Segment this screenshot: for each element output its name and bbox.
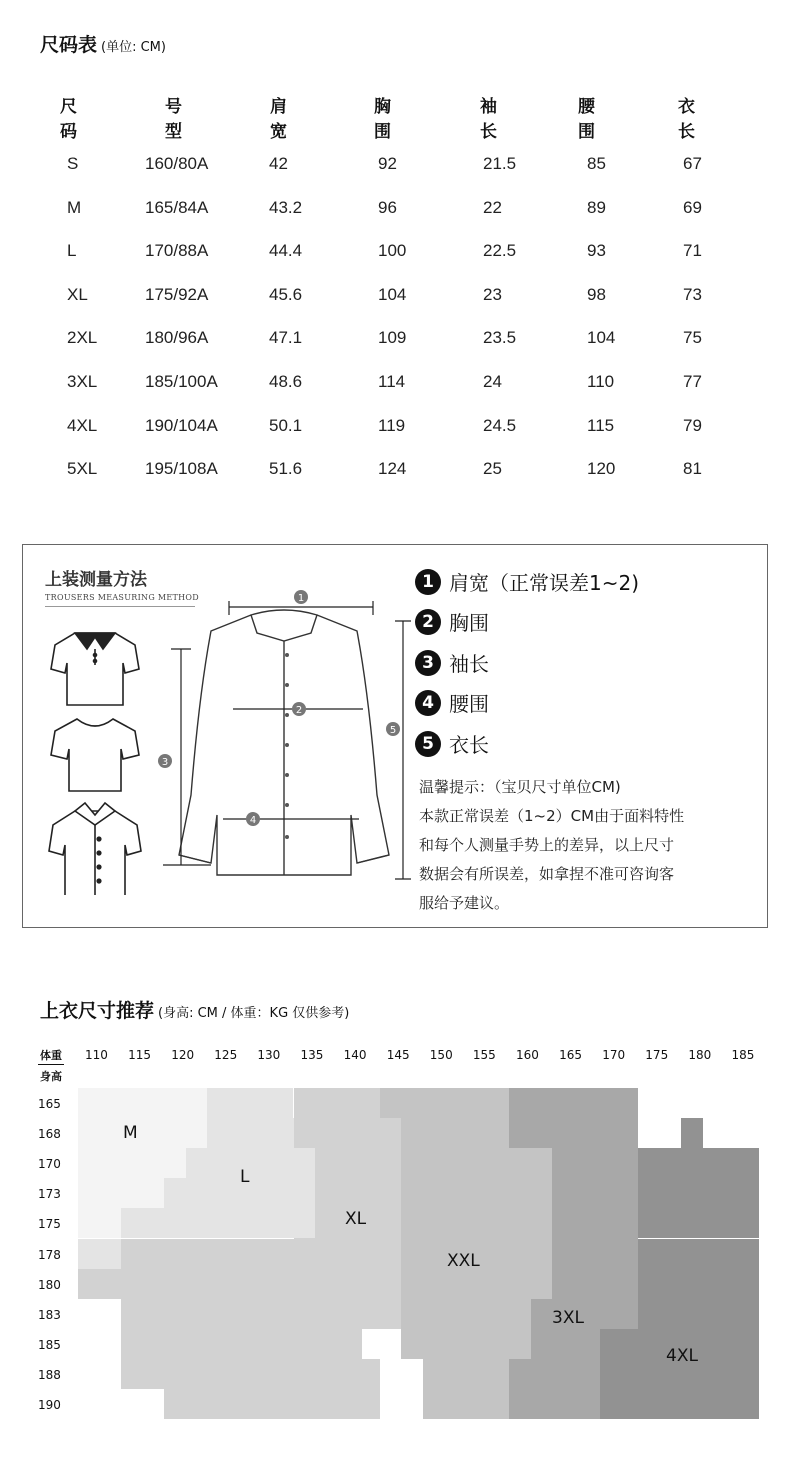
size-table-cell: 160/80A [145, 154, 209, 173]
size-region-4xl [681, 1118, 703, 1148]
size-table-header: 腰围 [578, 97, 595, 142]
weight-axis-label: 135 [300, 1048, 324, 1062]
size-table-cell: 85 [587, 154, 606, 173]
size-table-cell: 93 [587, 241, 606, 261]
height-axis-label: 170 [38, 1157, 61, 1172]
size-region-m [78, 1178, 164, 1208]
size-region-xl [207, 1239, 401, 1269]
size-table-cell: 79 [683, 415, 702, 435]
size-table-cell: 42 [269, 154, 288, 173]
size-table-cell: 89 [587, 197, 606, 217]
size-table-cell: 81 [683, 459, 702, 479]
weight-axis-label: 165 [559, 1048, 582, 1062]
corner-divider [38, 1064, 64, 1065]
size-table-cell: 73 [683, 284, 702, 304]
weight-axis-label: 160 [516, 1048, 539, 1062]
size-region-label: XXL [447, 1251, 480, 1271]
number-4-icon: 4 [415, 690, 441, 716]
size-table-header: 号型 [165, 97, 182, 142]
measuring-subtitle: TROUSERS MEASURING METHOD [45, 593, 199, 602]
size-region-xxl [423, 1359, 509, 1419]
size-region-xxl [380, 1088, 509, 1118]
corner-weight-label: 体重 [40, 1049, 62, 1062]
shirt-measuring-diagram [151, 575, 411, 915]
size-table-cell: 190/104A [145, 415, 218, 435]
weight-axis-label: 180 [688, 1048, 712, 1062]
weight-axis-label: 130 [257, 1048, 281, 1062]
measuring-title: 上装测量方法 [45, 570, 147, 590]
size-table-cell: 21.5 [483, 154, 517, 173]
size-table-cell: 48.6 [269, 372, 303, 391]
size-table-cell: 104 [587, 328, 616, 348]
recommend-title: 上衣尺寸推荐 (身高: CM / 体重：KG 仅供参考) [40, 1000, 350, 1022]
size-table-cell: 96 [378, 197, 397, 217]
size-table-cell: 24 [483, 372, 502, 391]
size-table-cell: 109 [378, 328, 407, 348]
size-table-cell: 185/100A [145, 372, 218, 391]
size-table-cell: 71 [683, 241, 702, 261]
size-table-cell: S [67, 154, 79, 173]
size-region-xl [121, 1329, 362, 1359]
height-axis-label: 183 [38, 1307, 61, 1322]
legend-label: 胸围 [449, 611, 489, 635]
size-table-cell: 44.4 [269, 241, 303, 261]
size-table-cell: 22.5 [483, 241, 517, 261]
height-axis-label: 188 [38, 1367, 61, 1382]
size-table-header: 尺码 [60, 97, 77, 142]
size-table-cell: 25 [483, 459, 502, 479]
size-region-label: 4XL [666, 1346, 698, 1366]
recommend-subtitle: (身高: CM / 体重：KG 仅供参考) [158, 1006, 350, 1021]
size-table-header: 衣长 [678, 97, 695, 142]
height-axis-label: 168 [38, 1127, 61, 1142]
size-table-cell: 2XL [67, 328, 98, 348]
marker-4: 4 [249, 815, 257, 826]
size-table-cell: 5XL [67, 459, 98, 479]
legend-label: 腰围 [449, 692, 489, 716]
legend-sleeve [415, 648, 489, 677]
size-table-cell: XL [67, 284, 88, 304]
height-axis-label: 190 [38, 1398, 61, 1412]
polo-shirt-icon [51, 633, 139, 705]
height-axis-label: 173 [38, 1187, 61, 1202]
height-axis-label: 165 [38, 1097, 61, 1111]
weight-axis-label: 170 [602, 1048, 626, 1062]
size-region-l [121, 1208, 207, 1238]
size-region-l [78, 1239, 121, 1269]
size-table-cell: 51.6 [269, 459, 303, 479]
weight-axis-label: 125 [214, 1048, 238, 1062]
marker-2: 2 [295, 705, 303, 716]
marker-1: 1 [297, 593, 305, 604]
measuring-method-panel [22, 544, 768, 928]
weight-axis-label: 175 [645, 1048, 669, 1062]
size-region-label: L [240, 1167, 250, 1187]
size-table-cell: 104 [378, 284, 407, 304]
size-region-4xl [638, 1148, 759, 1238]
size-table-cell: 23 [483, 284, 502, 304]
weight-axis-label: 155 [472, 1048, 496, 1062]
size-table-cell: 110 [587, 372, 615, 391]
size-table-cell: 69 [683, 197, 702, 217]
size-table-cell: 114 [378, 372, 406, 391]
number-1-icon: 1 [415, 569, 441, 595]
size-table-cell: 165/84A [145, 197, 209, 217]
height-axis-label: 180 [38, 1277, 61, 1292]
size-table-cell: 23.5 [483, 328, 517, 348]
t-shirt-icon [51, 719, 139, 791]
legend-chest [415, 607, 489, 636]
size-table-cell: 120 [587, 459, 616, 479]
weight-axis-label: 110 [85, 1048, 108, 1062]
size-region-m [78, 1148, 186, 1178]
size-region-label: M [123, 1123, 138, 1143]
weight-axis-label: 115 [128, 1048, 151, 1062]
size-table-cell: L [67, 241, 77, 261]
size-table-header: 肩宽 [270, 97, 287, 142]
size-table-cell: 98 [587, 284, 606, 304]
marker-3: 3 [161, 757, 169, 768]
size-table-cell: 45.6 [269, 284, 303, 304]
size-table-cell: 75 [683, 328, 702, 348]
weight-axis-label: 145 [386, 1048, 410, 1062]
size-region-label: XL [345, 1209, 367, 1229]
size-table-cell: 180/96A [145, 328, 209, 348]
legend-length [415, 729, 489, 758]
size-table-cell: 43.2 [269, 197, 303, 217]
tips-text: 温馨提示：（宝贝尺寸单位CM) 本款正常误差（1~2）CM由于面料特性 和每个人测量手势上的差异，以上尺寸 数据会有所误差，如拿捏不准可咨询客 服给予建议。 [419, 778, 685, 912]
size-region-xl [294, 1088, 380, 1118]
size-chart-title: 尺码表 (单位: CM) [40, 34, 166, 56]
size-table-cell: 24.5 [483, 415, 517, 435]
size-table-header: 胸围 [374, 97, 391, 142]
size-table-cell: 115 [587, 415, 615, 435]
size-region-xl [164, 1389, 380, 1419]
size-table-cell: 67 [683, 154, 702, 173]
size-table-cell: 195/108A [145, 459, 218, 479]
height-axis-label: 178 [38, 1247, 61, 1262]
size-table-header: 袖长 [480, 97, 497, 142]
button-dots [285, 653, 289, 839]
size-region-xl [121, 1359, 380, 1389]
weight-axis-label: 120 [171, 1048, 195, 1062]
size-table-cell: 3XL [67, 372, 98, 391]
size-table-cell: 100 [378, 241, 407, 261]
number-2-icon: 2 [415, 609, 441, 635]
weight-axis-label: 150 [429, 1048, 453, 1062]
height-axis-label: 175 [38, 1217, 61, 1232]
height-axis-label: 185 [38, 1337, 61, 1352]
legend-label: 衣长 [449, 733, 489, 757]
size-table-cell: 175/92A [145, 284, 209, 304]
legend-label: 肩宽（正常误差1~2) [449, 571, 640, 595]
size-region-xxl [401, 1299, 530, 1359]
size-table-cell: 77 [683, 372, 702, 391]
size-chart-unit: (单位: CM) [101, 40, 166, 55]
legend-label: 袖长 [449, 652, 489, 676]
size-table-cell: M [67, 197, 82, 217]
size-table-cell: 50.1 [269, 415, 303, 435]
size-table-cell: 119 [378, 415, 406, 435]
weight-axis-label: 185 [731, 1048, 755, 1062]
button-shirt-icon [49, 803, 141, 895]
legend-shoulder [415, 567, 639, 596]
size-region-label: 3XL [552, 1308, 584, 1328]
number-5-icon: 5 [415, 731, 441, 757]
size-table-cell: 22 [483, 197, 502, 217]
size-table-cell: 4XL [67, 415, 98, 435]
size-region-m [78, 1208, 121, 1238]
number-3-icon: 3 [415, 650, 441, 676]
size-region-m [78, 1088, 207, 1148]
legend-waist [415, 688, 489, 717]
size-table-cell: 92 [378, 154, 397, 173]
size-table-cell: 170/88A [145, 241, 209, 261]
weight-axis-label: 140 [343, 1048, 367, 1062]
corner-height-label: 身高 [40, 1070, 62, 1083]
shirt-icons [45, 615, 145, 895]
size-table-cell: 47.1 [269, 328, 303, 348]
size-region-l [207, 1088, 293, 1118]
size-region-xxl [401, 1148, 552, 1299]
size-table-cell: 124 [378, 459, 407, 479]
marker-5: 5 [389, 725, 397, 736]
